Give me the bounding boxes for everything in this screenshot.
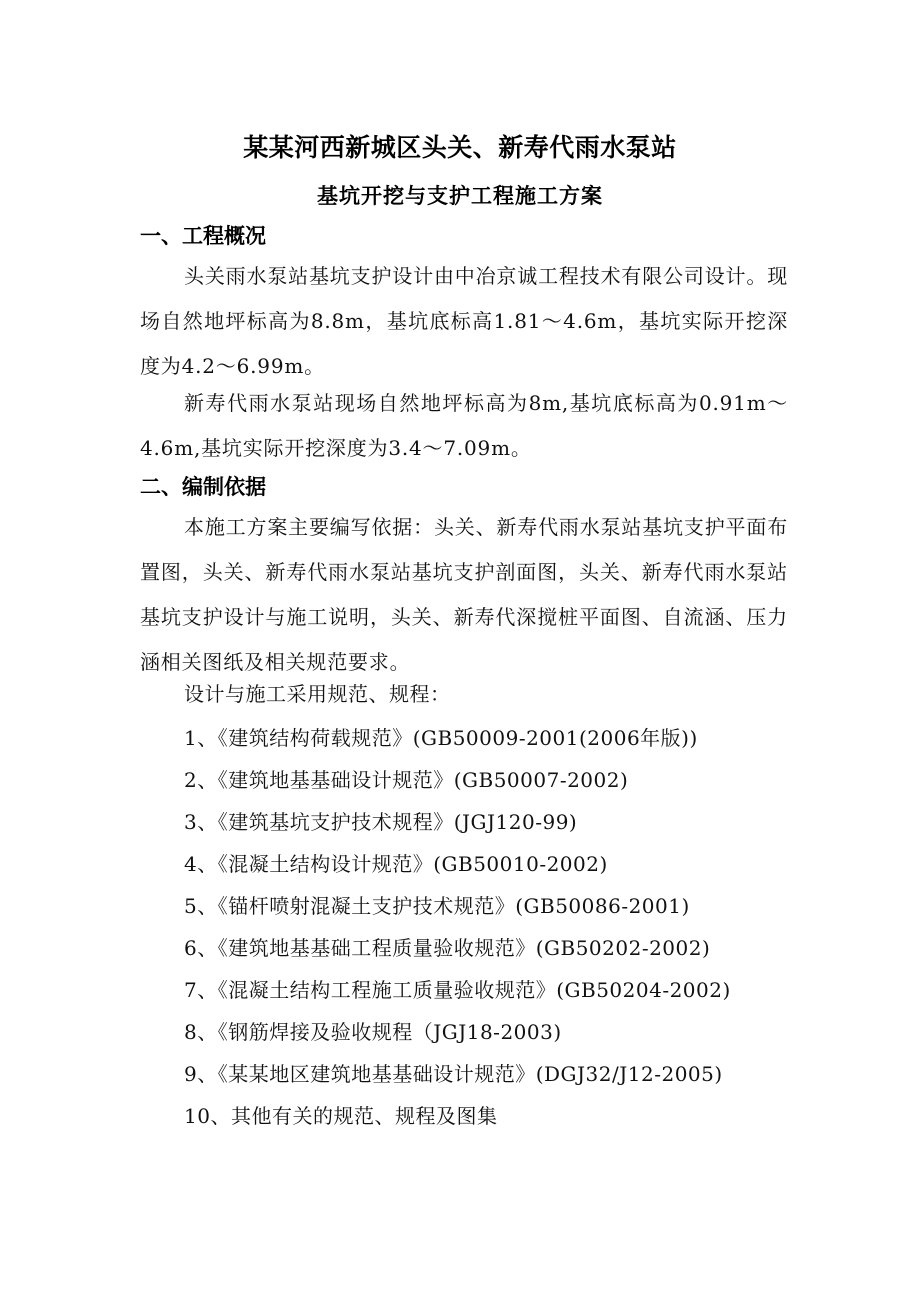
list-item: 3、《建筑基坑支护技术规程》(JGJ120-99) — [184, 810, 578, 834]
paragraph-basis: 本施工方案主要编写依据：头关、新寿代雨水泵站基坑支护平面布置图，头关、新寿代雨水泵站基坑支护剖面图，头关、新寿代雨水泵站基坑支护设计与施工说明，头关、新寿代深搅桩平面图、自流涵、压力涵相关图纸及相关规范要求。 — [140, 515, 788, 674]
list-item: 1、《建筑结构荷载规范》(GB50009-2001(2006年版)) — [184, 726, 698, 750]
list-item: 6、《建筑地基基础工程质量验收规范》(GB50202-2002) — [184, 936, 711, 960]
list-item: 9、《某某地区建筑地基基础设计规范》(DGJ32/J12-2005) — [184, 1062, 723, 1086]
list-item: 4、《混凝土结构设计规范》(GB50010-2002) — [184, 852, 608, 876]
document-subtitle: 基坑开挖与支护工程施工方案 — [317, 183, 603, 208]
list-intro: 设计与施工采用规范、规程： — [184, 682, 451, 706]
document-title: 某某河西新城区头关、新寿代雨水泵站 — [243, 133, 677, 162]
section-heading-basis: 二、编制依据 — [140, 474, 266, 499]
list-item: 7、《混凝土结构工程施工质量验收规范》(GB50204-2002) — [184, 978, 731, 1002]
section-heading-overview: 一、工程概况 — [140, 223, 266, 248]
list-item: 10、其他有关的规范、规程及图集 — [184, 1104, 498, 1128]
list-item: 2、《建筑地基基础设计规范》(GB50007-2002) — [184, 768, 629, 792]
paragraph-xinshoudai: 新寿代雨水泵站现场自然地坪标高为8m,基坑底标高为0.91m～4.6m,基坑实际开挖深度为3.4～7.09m。 — [140, 391, 788, 460]
paragraph-toutguan: 头关雨水泵站基坑支护设计由中冶京诚工程技术有限公司设计。现场自然地坪标高为8.8m，基坑底标高1.81～4.6m，基坑实际开挖深度为4.2～6.99m。 — [140, 264, 788, 378]
list-item: 8、《钢筋焊接及验收规程（JGJ18-2003) — [184, 1020, 562, 1044]
list-item: 5、《锚杆喷射混凝土支护技术规范》(GB50086-2001) — [184, 894, 690, 918]
